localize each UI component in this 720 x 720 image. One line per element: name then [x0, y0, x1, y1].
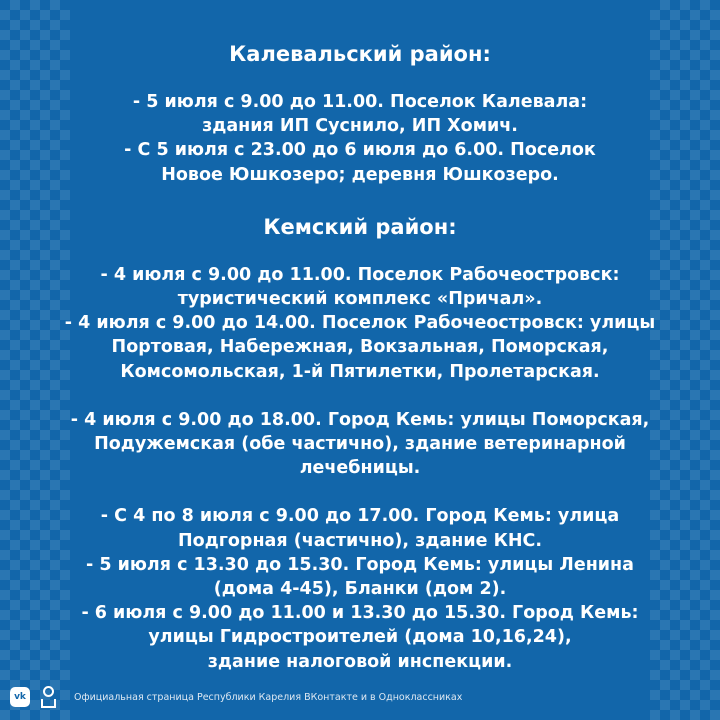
text-line: Подгорная (частично), здание КНС.	[177, 530, 543, 551]
text-line: туристический комплекс «Причал».	[177, 289, 543, 310]
paragraph-gap	[20, 480, 700, 504]
paragraph-gap	[20, 384, 700, 408]
text-line: - 4 июля с 9.00 до 14.00. Поселок Рабочеостровск: улицы	[64, 313, 656, 334]
text-line: лечебницы.	[299, 458, 421, 479]
text-line: Портовая, Набережная, Вокзальная, Поморская,	[111, 337, 609, 358]
section-kalevala	[20, 40, 700, 187]
text-line: улицы Гидростроителей (дома 10,16,24),	[148, 627, 572, 648]
text-line: - С 5 июля с 23.00 до 6 июля до 6.00. Поселок	[124, 140, 596, 161]
vk-icon[interactable]: vk	[10, 687, 30, 707]
text-line: - 5 июля с 9.00 до 11.00. Поселок Калевала:	[132, 92, 588, 112]
text-line: - 6 июля с 9.00 до 11.00 и 13.30 до 15.30. Город Кемь:	[81, 603, 639, 624]
announcement-content	[20, 40, 700, 700]
text-line: - 4 июля с 9.00 до 11.00. Поселок Рабочеостровск:	[100, 264, 620, 285]
text-line: здание налоговой инспекции.	[207, 651, 513, 672]
text-line: Новое Юшкозеро; деревня Юшкозеро.	[161, 164, 559, 185]
text-line: здания ИП Суснило, ИП Хомич.	[202, 116, 518, 137]
text-line: Подужемская (обе частично), здание ветеринарной	[94, 434, 626, 455]
footer	[10, 686, 462, 708]
footer-text: Официальная страница Республики Карелия ВКонтакте и в Одноклассниках	[74, 691, 463, 703]
section-heading: Кемский район:	[263, 214, 457, 239]
section-kem	[20, 213, 700, 674]
section-heading: Калевальский район:	[229, 42, 491, 66]
odnoklassniki-icon[interactable]	[38, 686, 58, 708]
text-line: Комсомольская, 1-й Пятилетки, Пролетарская.	[120, 361, 600, 382]
text-line: - С 4 по 8 июля с 9.00 до 17.00. Город Кемь: улица	[100, 506, 620, 527]
text-line: - 4 июля с 9.00 до 18.00. Город Кемь: улицы Поморская,	[70, 409, 650, 430]
text-line: (дома 4-45), Бланки (дом 2).	[213, 579, 507, 600]
text-line: - 5 июля с 13.30 до 15.30. Город Кемь: улицы Ленина	[86, 554, 634, 575]
